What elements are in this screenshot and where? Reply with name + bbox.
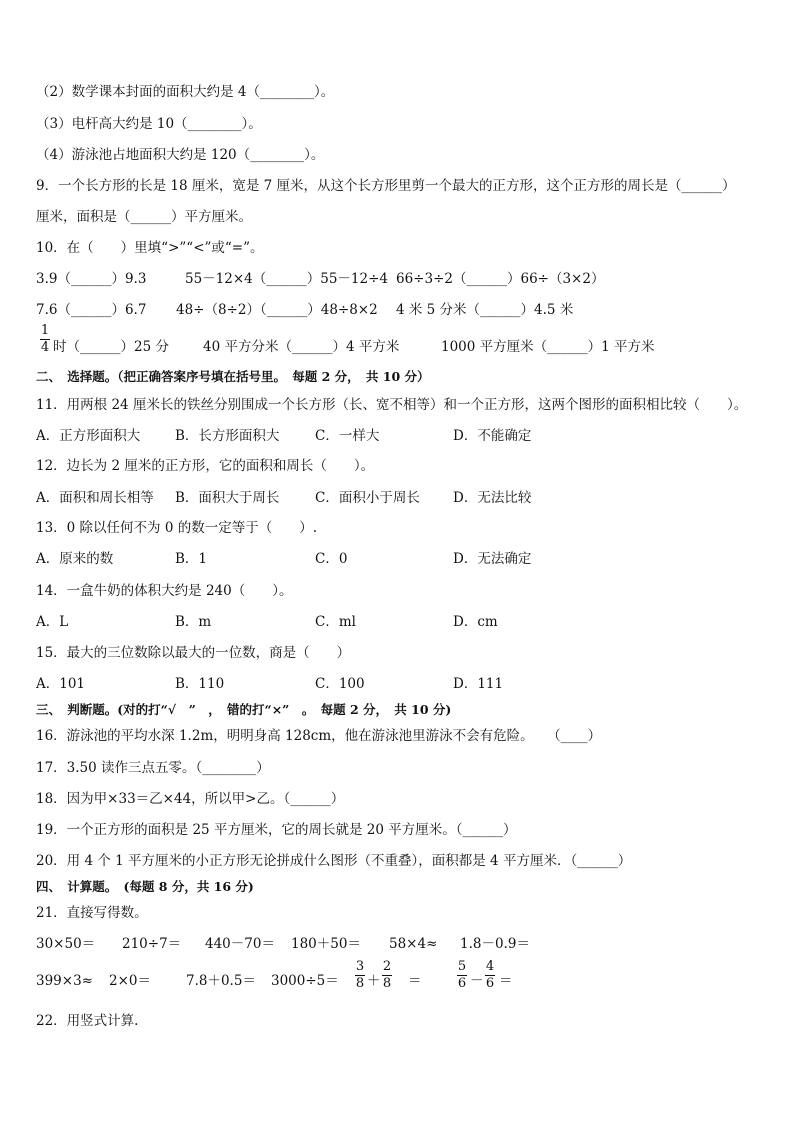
section-4-heading: 四、 计算题。 (每题 8 分，共 16 分) [36,879,254,894]
fraction-numerator: 5 [457,959,467,974]
q12-option-c: C．面积小于周长 [315,490,420,506]
q15-option-c: C．100 [315,676,365,692]
q16-statement: 16．游泳池的平均水深 1.2m，明明身高 128cm，他在游泳池里游泳不会有危险。 （____） [36,728,602,744]
q15-option-d: D．111 [453,676,504,692]
q21-frac2-operator: － [470,973,484,989]
q21-frac2-equals: ＝ [499,973,513,989]
q10-fraction-quarter [40,324,50,355]
q15-option-a: A．101 [36,676,86,692]
q9-line-1: 9．一个长方形的长是 18 厘米，宽是 7 厘米，从这个长方形里剪一个最大的正方形，这个正方形的周长是（______） [36,178,736,194]
q21-frac1-b [382,960,392,991]
q13-option-c: C．0 [315,551,348,567]
q21-r2-c3: 7.8＋0.5＝ [186,973,256,989]
q11-option-a: A．正方形面积大 [36,428,141,444]
q10-r3-c1: 时（______）25 分 [53,339,169,355]
q10-r3-c3: 1000 平方厘米（______）1 平方米 [441,339,655,355]
q11-option-c: C．一样大 [315,428,380,444]
q22-title: 22．用竖式计算. [36,1013,139,1029]
q14-option-b: B．m [175,614,212,630]
q11-option-d: D．不能确定 [453,428,532,444]
q21-r1-c1: 30×50＝ [36,936,96,952]
q8-item-2: （2）数学课本封面的面积大约是 4（________）。 [36,84,335,100]
fraction-denominator: 4 [40,340,50,355]
fraction-denominator: 6 [485,976,495,991]
q21-frac2-a [457,960,467,991]
q21-r1-c2: 210÷7＝ [122,936,182,952]
q14-option-c: C．ml [315,614,356,630]
q14-option-d: D．cm [453,614,498,630]
q13-option-d: D．无法确定 [453,551,532,567]
q14-option-a: A．L [36,614,69,630]
q8-item-4: （4）游泳池占地面积大约是 120（________）。 [36,147,325,163]
q10-r2-c1: 7.6（______）6.7 [36,302,147,318]
q12-option-b: B．面积大于周长 [175,490,280,506]
q21-r2-c1: 399×3≈ [36,973,93,989]
q21-r1-c3: 440－70＝ [205,936,275,952]
q19-statement: 19．一个正方形的面积是 25 平方厘米，它的周长就是 20 平方厘米。（______） [36,822,517,838]
fraction-denominator: 8 [355,976,365,991]
fraction-numerator: 3 [355,959,365,974]
q21-r2-c2: 2×0＝ [109,973,151,989]
q15-question: 15．最大的三位数除以最大的一位数，商是（ ） [36,645,351,661]
q12-option-a: A．面积和周长相等 [36,490,154,506]
q21-r1-c6: 1.8－0.9＝ [460,936,530,952]
q21-title: 21．直接写得数。 [36,905,148,921]
q21-r2-c4: 3000÷5＝ [271,973,339,989]
q15-option-b: B．110 [175,676,225,692]
fraction-denominator: 6 [457,976,467,991]
q13-option-a: A．原来的数 [36,551,114,567]
q13-question: 13．0 除以任何不为 0 的数一定等于（ ）. [36,520,318,536]
q10-r1-c2: 55－12×4（______）55－12÷4 [185,271,389,287]
q10-title: 10．在（ ）里填“>”“<”或“=”。 [36,240,264,256]
fraction-numerator: 2 [382,959,392,974]
q18-statement: 18．因为甲×33＝乙×44，所以甲>乙。（______） [36,791,345,807]
q12-question: 12．边长为 2 厘米的正方形，它的面积和周长（ ）。 [36,458,375,474]
q10-r1-c3: 66÷3÷2（______）66÷（3×2） [396,271,605,287]
q10-r3-c2: 40 平方分米（______）4 平方米 [203,339,400,355]
q21-frac1-a [355,960,365,991]
fraction-numerator: 1 [40,323,50,338]
section-2-heading: 二、 选择题。（把正确答案序号填在括号里。 每题 2 分， 共 10 分） [36,369,430,384]
q17-statement: 17．3.50 读作三点五零。（________） [36,760,270,776]
q8-item-3: （3）电杆高大约是 10（________）。 [36,116,262,132]
q14-question: 14．一盒牛奶的体积大约是 240（ ）。 [36,583,293,599]
section-3-heading: 三、 判断题。(对的打“√ ” ， 错的打“×” 。 每题 2 分， 共 10 分) [36,702,452,717]
q12-option-d: D．无法比较 [453,490,532,506]
q21-frac2-b [485,960,495,991]
q11-option-b: B．长方形面积大 [175,428,280,444]
fraction-numerator: 4 [485,959,495,974]
q10-r2-c2: 48÷（8÷2）（______）48÷8×2 [176,302,378,318]
q21-r1-c5: 58×4≈ [389,936,438,952]
q9-line-2: 厘米，面积是（______）平方厘米。 [36,209,252,225]
q21-r1-c4: 180＋50＝ [291,936,361,952]
q11-question: 11．用两根 24 厘米长的铁丝分别围成一个长方形（长、宽不相等）和一个正方形，这两个图形的面积相比较（ ）。 [36,397,748,413]
q21-frac1-equals: ＝ [408,973,422,989]
q10-r2-c3: 4 米 5 分米（______）4.5 米 [396,302,574,318]
fraction-denominator: 8 [382,976,392,991]
q20-statement: 20．用 4 个 1 平方厘米的小正方形无论拼成什么图形（不重叠），面积都是 4 平方厘米．（______） [36,853,632,869]
q13-option-b: B．1 [175,551,208,567]
q10-r1-c1: 3.9（______）9.3 [36,271,147,287]
q21-frac1-operator: ＋ [367,973,381,989]
